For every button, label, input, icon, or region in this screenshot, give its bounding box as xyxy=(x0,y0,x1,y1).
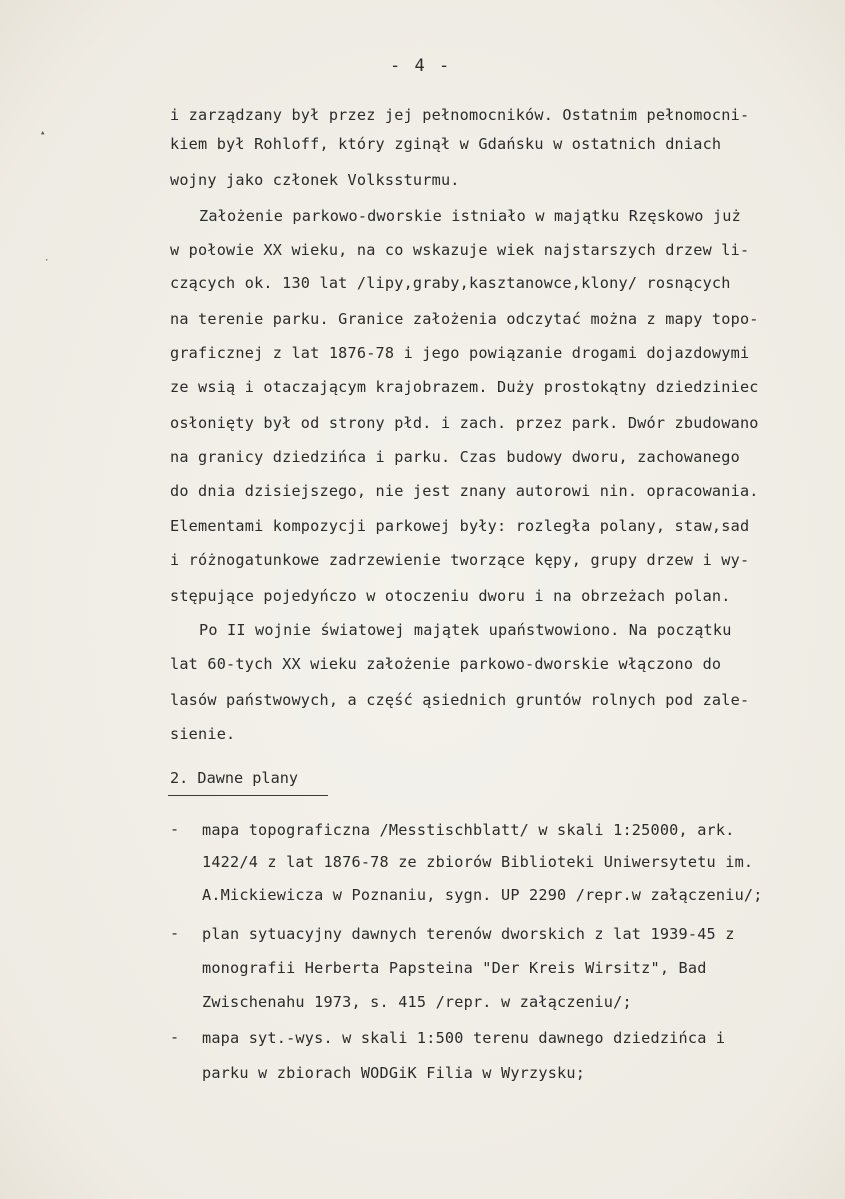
text-line: czących ok. 130 lat /lipy,graby,kasztanowce,klony/ rosnących xyxy=(170,274,731,292)
list-item-line: A.Mickiewicza w Poznaniu, sygn. UP 2290 /repr.w załączeniu/; xyxy=(202,886,763,904)
scan-speck: · xyxy=(44,256,50,266)
text-line: lasów państwowych, a część ąsiednich gruntów rolnych pod zale- xyxy=(170,691,750,709)
list-item-line: parku w zbiorach WODGiK Filia w Wyrzysku; xyxy=(202,1064,586,1082)
text-line: Elementami kompozycji parkowej były: rozległa polany, staw,sad xyxy=(170,517,750,535)
text-line: w połowie XX wieku, na co wskazuje wiek najstarszych drzew li- xyxy=(170,241,750,259)
text-line: i różnogatunkowe zadrzewienie tworzące kępy, grupy drzew i wy- xyxy=(170,551,750,569)
list-item-line: mapa topograficzna /Messtischblatt/ w skali 1:25000, ark. xyxy=(202,821,735,839)
text-line: ze wsią i otaczającym krajobrazem. Duży prostokątny dziedziniec xyxy=(170,378,759,396)
list-item-line: plan sytuacyjny dawnych terenów dworskich z lat 1939-45 z xyxy=(202,925,735,943)
list-item-line: mapa syt.-wys. w skali 1:500 terenu dawnego dziedzińca i xyxy=(202,1029,726,1047)
list-item-line: monografii Herberta Papsteina "Der Kreis Wirsitz", Bad xyxy=(202,959,707,977)
list-bullet: - xyxy=(170,924,180,942)
list-item-line: 1422/4 z lat 1876-78 ze zbiorów Biblioteki Uniwersytetu im. xyxy=(202,853,754,871)
section-heading: 2. Dawne plany xyxy=(170,769,299,787)
page-number: - 4 - xyxy=(390,56,452,76)
text-line: na terenie parku. Granice założenia odczytać można z mapy topo- xyxy=(170,310,759,328)
list-item-line: Zwischenahu 1973, s. 415 /repr. w załączeniu/; xyxy=(202,993,632,1011)
text-line: Założenie parkowo-dworskie istniało w majątku Rzęskowo już xyxy=(199,207,741,225)
text-line: do dnia dzisiejszego, nie jest znany autorowi nin. opracowania. xyxy=(170,482,759,500)
list-bullet: - xyxy=(170,820,180,838)
heading-underline xyxy=(168,795,328,796)
list-bullet: - xyxy=(170,1028,180,1046)
text-line: sienie. xyxy=(170,725,236,743)
text-line: kiem był Rohloff, który zginął w Gdańsku w ostatnich dniach xyxy=(170,135,722,153)
text-line: i zarządzany był przez jej pełnomocników. Ostatnim pełnomocni- xyxy=(170,106,750,124)
text-line: lat 60-tych XX wieku założenie parkowo-dworskie włączono do xyxy=(170,655,722,673)
text-line: stępujące pojedyńczo w otoczeniu dworu i na obrzeżach polan. xyxy=(170,587,731,605)
text-line: wojny jako członek Volkssturmu. xyxy=(170,171,460,189)
text-line: osłonięty był od strony płd. i zach. przez park. Dwór zbudowano xyxy=(170,414,759,432)
scan-speck: ▴ xyxy=(40,128,46,138)
text-line: Po II wojnie światowej majątek upaństwowiono. Na początku xyxy=(199,621,732,639)
text-line: graficznej z lat 1876-78 i jego powiązanie drogami dojazdowymi xyxy=(170,344,750,362)
text-line: na granicy dziedzińca i parku. Czas budowy dworu, zachowanego xyxy=(170,448,740,466)
